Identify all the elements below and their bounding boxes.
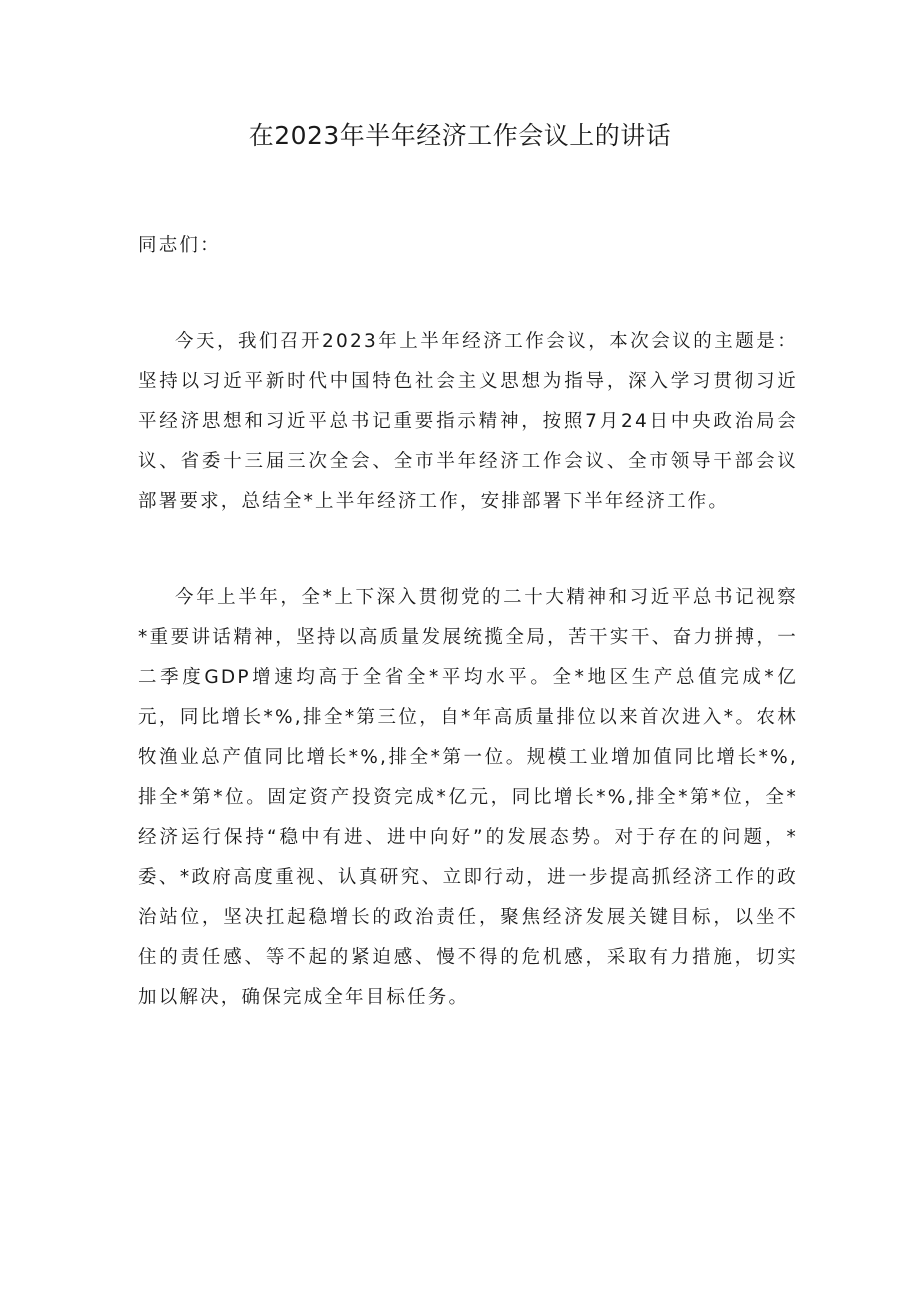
paragraph-2: 今年上半年，全*上下深入贯彻党的二十大精神和习近平总书记视察*重要讲话精神，坚持以高质量发展统揽全局，苦干实干、奋力拼搏，一二季度GDP增速均高于全省全*平均水平。全*地区生产总值完成*亿元，同比增长*%,排全*第三位，自*年高质量排位以来首次进入*。农林牧渔业总产值同比增长*%,排全*第一位。规模工业增加值同比增长*%,排全*第*位。固定资产投资完成*亿元，同比增长*%,排全*第*位，全*经济运行保持“稳中有进、进中向好”的发展态势。对于存在的问题，*委、*政府高度重视、认真研究、立即行动，进一步提高抓经济工作的政治站位，坚决扛起稳增长的政治责任，聚焦经济发展关键目标，以坐不住的责任感、等不起的紧迫感、慢不得的危机感，采取有力措施，切实加以解决，确保完成全年目标任务。	[138, 587, 798, 1008]
document-title: 在2023年半年经济工作会议上的讲话	[248, 121, 672, 150]
paragraph-1: 今天，我们召开2023年上半年经济工作会议，本次会议的主题是：坚持以习近平新时代中国特色社会主义思想为指导，深入学习贯彻习近平经济思想和习近平总书记重要指示精神，按照7月24日中央政治局会议、省委十三届三次全会、全市半年经济工作会议、全市领导干部会议部署要求，总结全*上半年经济工作，安排部署下半年经济工作。	[138, 331, 798, 512]
salutation: 同志们：	[138, 235, 221, 256]
